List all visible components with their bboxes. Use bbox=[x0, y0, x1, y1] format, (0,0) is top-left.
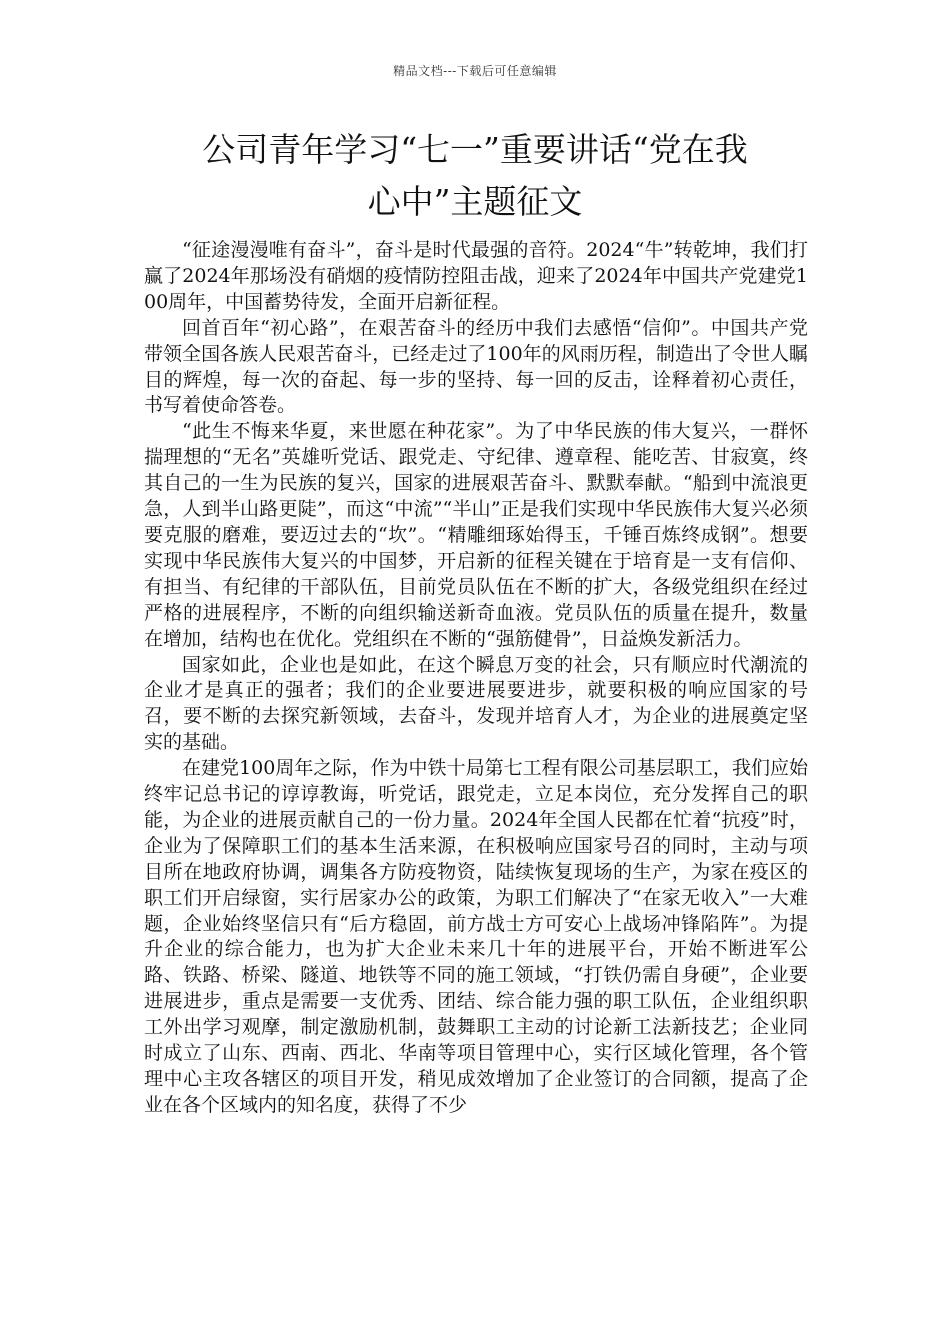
paragraph-5: 在建党100周年之际，作为中铁十局第七工程有限公司基层职工，我们应始终牢记总书记的谆谆教诲，听党话，跟党走，立足本岗位，充分发挥自己的职能，为企业的进展贡献自己的一份力量。2024年全国人民都在忙着“抗疫”时，企业为了保障职工们的基本生活来源，在积极响应国家号召的同时，主动与项目所在地政府协调，调集各方防疫物资，陆续恢复现场的生产，为家在疫区的职工们开启绿窗，实行居家办公的政策，为职工们解决了“在家无收入”一大难题，企业始终坚信只有“后方稳固，前方战士方可安心上战场冲锋陷阵”。为提升企业的综合能力，也为扩大企业未来几十年的进展平台，开始不断进军公路、铁路、桥梁、隧道、地铁等不同的施工领域，“打铁仍需自身硬”，企业要进展进步，重点是需要一支优秀、团结、综合能力强的职工队伍，企业组织职工外出学习观摩，制定激励机制，鼓舞职工主动的讨论新工法新技艺；企业同时成立了山东、西南、西北、华南等项目管理中心，实行区域化管理，各个管理中心主攻各辖区的项目开发，稍见成效增加了企业签订的合同额，提高了企业在各个区域内的知名度，获得了不少 bbox=[144, 757, 808, 1116]
paragraph-4: 国家如此，企业也是如此，在这个瞬息万变的社会，只有顺应时代潮流的企业才是真正的强者；我们的企业要进展要进步，就要积极的响应国家的号召，要不断的去探究新领域，去奋斗，发现并培育人才，为企业的进展奠定坚实的基础。 bbox=[144, 653, 808, 754]
title-line-1: 公司青年学习“七一”重要讲话“党在我 bbox=[202, 130, 748, 169]
header-note: 精品文档---下载后可任意编辑 bbox=[393, 64, 557, 78]
paragraph-1: “征途漫漫唯有奋斗”，奋斗是时代最强的音符。2024“牛”转乾坤，我们打赢了2024年那场没有硝烟的疫情防控阻击战，迎来了2024年中国共产党建党100周年，中国蓄势待发，全面开启新征程。 bbox=[144, 239, 808, 313]
title-line-2: 心中”主题征文 bbox=[367, 182, 583, 221]
document-body bbox=[144, 238, 808, 1119]
document-title bbox=[145, 124, 805, 228]
paragraph-3: “此生不悔来华夏，来世愿在种花家”。为了中华民族的伟大复兴，一群怀揣理想的“无名”英雄听党话、跟党走、守纪律、遵章程、能吃苦、甘寂寞，终其自己的一生为民族的复兴，国家的进展艰苦奋斗、默默奉献。“船到中流浪更急，人到半山路更陡”，而这“中流”“半山”正是我们实现中华民族伟大复兴必须要克服的磨难，要迈过去的“坎”。“精雕细琢始得玉，千锤百炼终成钢”。想要实现中华民族伟大复兴的中国梦，开启新的征程关键在于培育是一支有信仰、有担当、有纪律的干部队伍，目前党员队伍在不断的扩大，各级党组织在经过严格的进展程序，不断的向组织输送新奇血液。党员队伍的质量在提升，数量在增加，结构也在优化。党组织在不断的“强筋健骨”，日益焕发新活力。 bbox=[144, 420, 808, 650]
paragraph-2: 回首百年“初心路”，在艰苦奋斗的经历中我们去感悟“信仰”。中国共产党带领全国各族人民艰苦奋斗，已经走过了100年的风雨历程，制造出了令世人瞩目的辉煌，每一次的奋起、每一步的坚持、每一回的反击，诠释着初心责任，书写着使命答卷。 bbox=[144, 316, 808, 417]
